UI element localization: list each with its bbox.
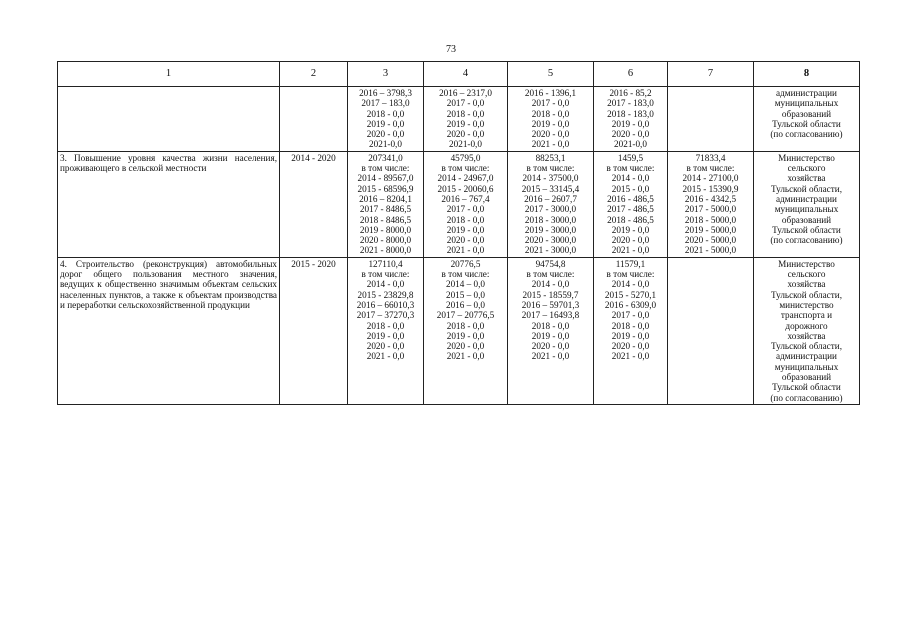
row-3-period: 2015 - 2020: [280, 257, 348, 404]
row-2-federal: 45795,0 в том числе: 2014 - 24967,0 2015 - 20060,6 2016 – 767,4 2017 - 0,0 2018 - 0,0 2019 - 0,0 2020 - 0,0 2021 - 0,0: [424, 151, 508, 257]
row-2-responsible: Министерство сельского хозяйства Тульской области, администрации муниципальных образований Тульской области (по согласованию): [754, 151, 860, 257]
row-2-measure: 3. Повышение уровня качества жизни населения, проживающего в сельской местности: [58, 151, 280, 257]
header-col-5: 5: [508, 62, 594, 87]
row-3-responsible: Министерство сельского хозяйства Тульской области, министерство транспорта и дорожного хозяйства Тульской области, администрации муниципальных образований Тульской области (по согласованию): [754, 257, 860, 404]
row-3-regional: 94754,8 в том числе: 2014 - 0,0 2015 - 18559,7 2016 – 59701,3 2017 – 16493,8 2018 - 0,0 2019 - 0,0 2020 - 0,0 2021 - 0,0: [508, 257, 594, 404]
header-col-8: 8: [754, 62, 860, 87]
header-col-4: 4: [424, 62, 508, 87]
table-row: [58, 151, 860, 257]
header-col-3: 3: [348, 62, 424, 87]
header-row: [58, 62, 860, 87]
page-number: 73: [446, 44, 456, 55]
program-table: [57, 61, 860, 405]
row-3-total: 127110,4 в том числе: 2014 - 0,0 2015 - 23829,8 2016 – 66010,3 2017 – 37270,3 2018 - 0,0 2019 - 0,0 2020 - 0,0 2021 - 0,0: [348, 257, 424, 404]
row-2-local: 1459,5 в том числе: 2014 - 0,0 2015 - 0,0 2016 - 486,5 2017 - 486,5 2018 - 486,5 2019 - 0,0 2020 - 0,0 2021 - 0,0: [594, 151, 668, 257]
row-1-responsible: администрации муниципальных образований Тульской области (по согласованию): [754, 87, 860, 152]
row-2-period: 2014 - 2020: [280, 151, 348, 257]
row-1-local: 2016 - 85,2 2017 - 183,0 2018 - 183,0 2019 - 0,0 2020 - 0,0 2021-0,0: [594, 87, 668, 152]
row-2-extra: 71833,4 в том числе: 2014 - 27100,0 2015 - 15390,9 2016 - 4342,5 2017 - 5000,0 2018 - 5000,0 2019 - 5000,0 2020 - 5000,0 2021 - 5000,0: [668, 151, 754, 257]
row-1-total: 2016 – 3798,3 2017 – 183,0 2018 - 0,0 2019 - 0,0 2020 - 0,0 2021-0,0: [348, 87, 424, 152]
row-2-regional: 88253,1 в том числе: 2014 - 37500,0 2015 – 33145,4 2016 – 2607,7 2017 - 3000,0 2018 - 3000,0 2019 - 3000,0 2020 - 3000,0 2021 - 3000,0: [508, 151, 594, 257]
table-row: [58, 257, 860, 404]
row-1-period: [280, 87, 348, 152]
table-row: [58, 87, 860, 152]
row-1-regional: 2016 - 1396,1 2017 - 0,0 2018 - 0,0 2019 - 0,0 2020 - 0,0 2021 - 0,0: [508, 87, 594, 152]
row-1-extra: [668, 87, 754, 152]
row-3-extra: [668, 257, 754, 404]
header-col-7: 7: [668, 62, 754, 87]
row-3-local: 11579,1 в том числе: 2014 - 0,0 2015 - 5270,1 2016 - 6309,0 2017 - 0,0 2018 - 0,0 2019 - 0,0 2020 - 0,0 2021 - 0,0: [594, 257, 668, 404]
header-col-2: 2: [280, 62, 348, 87]
header-col-6: 6: [594, 62, 668, 87]
row-3-measure: 4. Строительство (реконструкция) автомобильных дорог общего пользования местного значения, ведущих к общественно значимым объектам сельских населенных пунктов, а также к объектам производства и переработки сельскохозяйственной продукции: [58, 257, 280, 404]
header-col-1: 1: [58, 62, 280, 87]
row-1-federal: 2016 – 2317,0 2017 - 0,0 2018 - 0,0 2019 - 0,0 2020 - 0,0 2021-0,0: [424, 87, 508, 152]
row-2-total: 207341,0 в том числе: 2014 - 89567,0 2015 - 68596,9 2016 – 8204,1 2017 - 8486,5 2018 - 8486,5 2019 - 8000,0 2020 - 8000,0 2021 - 8000,0: [348, 151, 424, 257]
row-1-measure: [58, 87, 280, 152]
row-3-federal: 20776,5 в том числе: 2014 – 0,0 2015 – 0,0 2016 – 0,0 2017 – 20776,5 2018 - 0,0 2019 - 0,0 2020 - 0,0 2021 - 0,0: [424, 257, 508, 404]
